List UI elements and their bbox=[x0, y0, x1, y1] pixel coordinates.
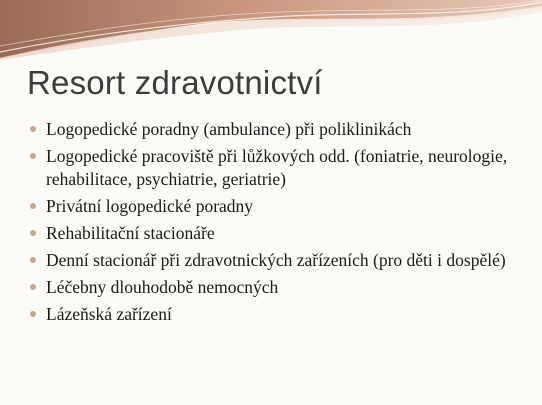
bullet-item bbox=[30, 118, 530, 141]
bullet-dot-icon bbox=[30, 284, 36, 290]
bullet-dot-icon bbox=[30, 153, 36, 159]
bullet-dot-icon bbox=[30, 126, 36, 132]
slide-title: Resort zdravotnictví bbox=[27, 64, 323, 101]
bullet-text: Denní stacionář při zdravotnických zařízeních (pro děti i dospělé) bbox=[46, 250, 506, 270]
bullet-text: Rehabilitační stacionáře bbox=[46, 223, 215, 243]
bullet-item bbox=[30, 303, 530, 326]
bullet-dot-icon bbox=[30, 230, 36, 236]
bullet-text: Léčebny dlouhodobě nemocných bbox=[46, 277, 279, 297]
bullet-dot-icon bbox=[30, 203, 36, 209]
bullet-list bbox=[30, 118, 530, 330]
bullet-dot-icon bbox=[30, 257, 36, 263]
bullet-item bbox=[30, 222, 530, 245]
bullet-dot-icon bbox=[30, 311, 36, 317]
bullet-text: Privátní logopedické poradny bbox=[46, 196, 254, 216]
bullet-text: Logopedické poradny (ambulance) při poliklinikách bbox=[46, 119, 412, 139]
bullet-item bbox=[30, 145, 530, 191]
bullet-text: Logopedické pracoviště při lůžkových odd. (foniatrie, neurologie, rehabilitace, psychiatrie, geriatrie) bbox=[46, 146, 508, 189]
bullet-item bbox=[30, 276, 530, 299]
header-wave-decoration bbox=[0, 0, 542, 60]
bullet-text: Lázeňská zařízení bbox=[46, 304, 172, 324]
bullet-item bbox=[30, 195, 530, 218]
bullet-item bbox=[30, 249, 530, 272]
